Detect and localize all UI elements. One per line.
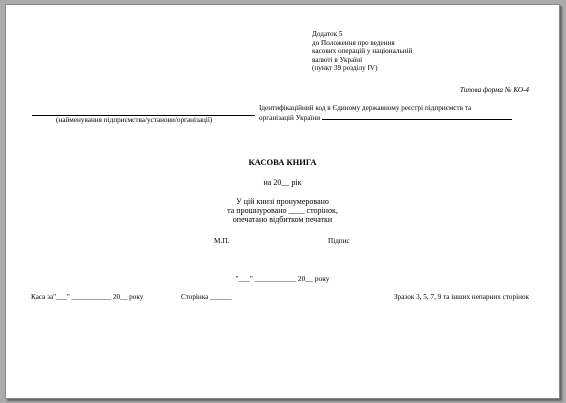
annex-line: (пункт 39 розділу IV): [312, 64, 378, 73]
form-type-label: Типова форма № КО-4: [459, 86, 529, 94]
sample-note: Зразок 3, 5, 7, 9 та інших непарних сторінок: [394, 293, 529, 301]
signature-label: Підпис: [328, 237, 350, 245]
organization-caption: (найменування підприємства/установи/організації): [56, 116, 213, 124]
date-line: "___" ___________ 20__ року: [235, 274, 330, 283]
annex-line: касових операцій у національній: [312, 47, 413, 56]
id-code-blank: [322, 113, 512, 120]
cash-date-line: Каса за"___" ___________ 20__ року: [31, 293, 144, 301]
page-number-line: Сторінка ______: [181, 293, 232, 301]
annex-line: до Положення про ведення: [312, 38, 395, 47]
note-line: та прошнуровано ____ сторінок,: [227, 205, 338, 215]
document-title: КАСОВА КНИГА: [248, 157, 317, 167]
annex-line: Додаток 5: [312, 30, 343, 38]
id-line: Ідентифікаційний код в Єдиному державному реєстрі підприємств та: [259, 104, 472, 112]
year-line: на 20__ рік: [263, 178, 302, 187]
numbering-note: [6, 198, 559, 224]
id-line-text: організацій України: [259, 113, 321, 122]
note-line: опечатано відбитком печатки: [232, 214, 333, 224]
annex-line: валюті в Україні: [312, 55, 363, 64]
note-line: У цій книзі пронумеровано: [236, 197, 329, 206]
id-line-2: [259, 113, 512, 123]
stamp-place-label: М.П.: [214, 237, 230, 245]
document-page: [5, 4, 560, 399]
identification-code-block: [259, 104, 512, 123]
annex-block: [312, 30, 412, 73]
